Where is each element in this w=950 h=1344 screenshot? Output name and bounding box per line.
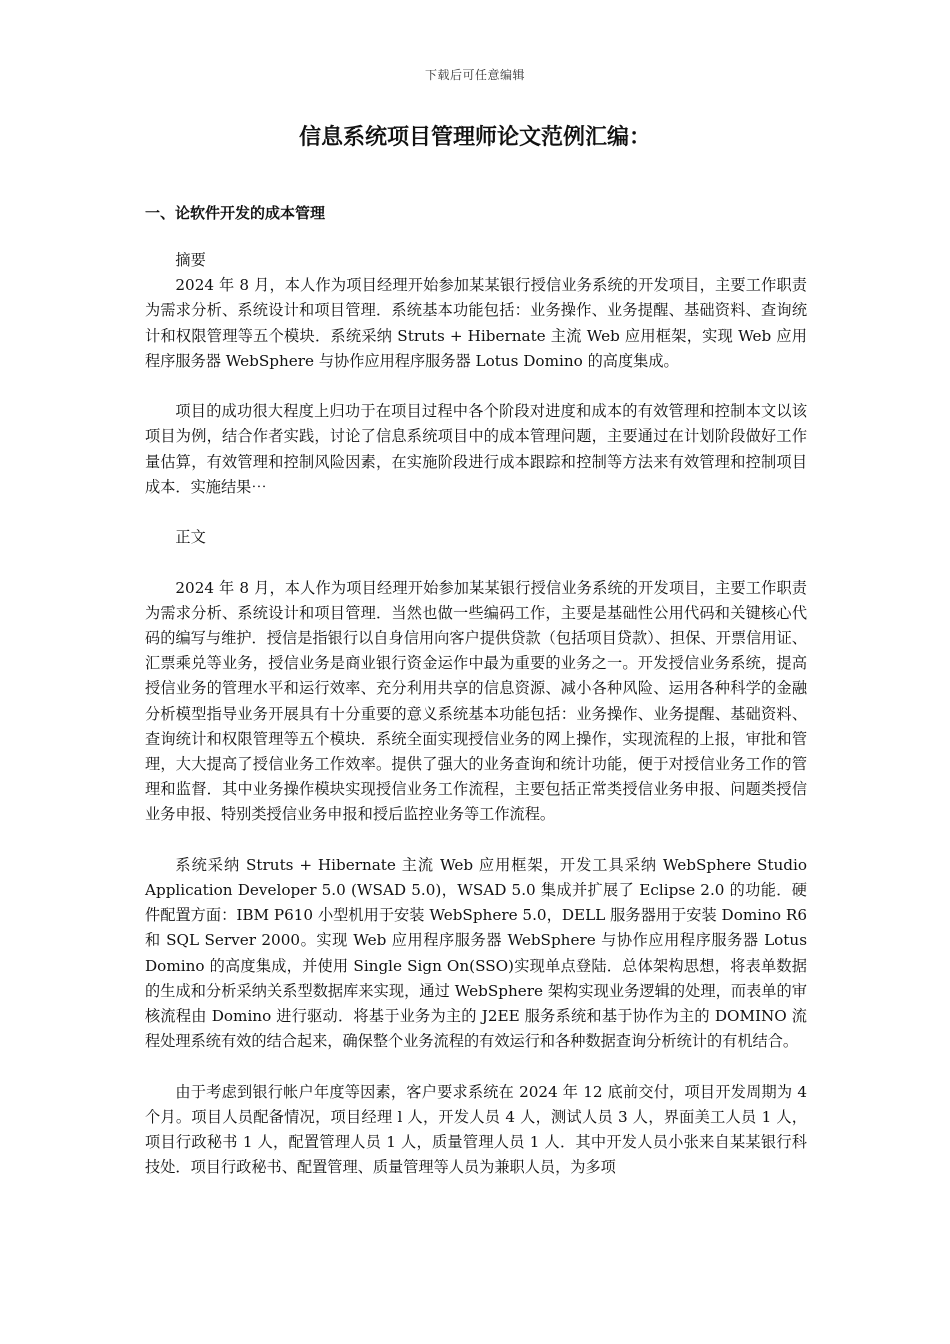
body-paragraph: 2024 年 8 月，本人作为项目经理开始参加某某银行授信业务系统的开发项目，主要工作职责为需求分析、系统设计和项目管理．当然也做一些编码工作，主要是基础性公用代码和关键核心代码的编写与维护．授信是指银行以自身信用向客户提供贷款（包括项目贷款）、担保、开票信用证、汇票乘兑等业务，授信业务是商业银行资金运作中最为重要的业务之一。开发授信业务系统，提高授信业务的管理水平和运行效率、充分利用共享的信息资源、减小各种风险、运用各种科学的金融分析模型指导业务开展具有十分重要的意义系统基本功能包括：业务操作、业务提醒、基础资料、查询统计和权限管理等五个模块．系统全面实现授信业务的网上操作，实现流程的上报，审批和管理，大大提高了授信业务工作效率。提供了强大的业务查询和统计功能，便于对授信业务工作的管理和监督．其中业务操作模块实现授信业务工作流程，主要包括正常类授信业务申报、问题类授信业务申报、特别类授信业务申报和授后监控业务等工作流程。	[145, 578, 807, 824]
document-title: 信息系统项目管理师论文范例汇编：	[298, 124, 651, 150]
header-note: 下载后可任意编辑	[424, 68, 525, 82]
abstract-paragraph: 2024 年 8 月，本人作为项目经理开始参加某某银行授信业务系统的开发项目，主要工作职责为需求分析、系统设计和项目管理．系统基本功能包括：业务操作、业务提醒、基础资料、查询统计和权限管理等五个模块．系统采纳 Struts + Hibernate 主流 Web 应用框架，实现 Web 应用程序服务器 WebSphere 与协作应用程序服务器 Lotus Domino 的高度集成。	[145, 276, 807, 370]
body-paragraph: 系统采纳 Struts + Hibernate 主流 Web 应用框架，开发工具采纳 WebSphere Studio Application Developer 5.0 (WSAD 5.0)，WSAD 5.0 集成并扩展了 Eclipse 2.0 的功能．硬件配置方面：IBM P610 小型机用于安装 WebSphere 5.0，DELL 服务器用于安装 Domino R6 和 SQL Server 2000。实现 Web 应用程序服务器 WebSphere 与协作应用程序服务器 Lotus Domino 的高度集成，并使用 Single Sign On(SSO)实现单点登陆．总体架构思想，将表单数据的生成和分析采纳关系型数据库来实现，通过 WebSphere 架构实现业务逻辑的处理，而表单的审核流程由 Domino 进行驱动．将基于业务为主的 J2EE 服务系统和基于协作为主的 DOMINO 流程处理系统有效的结合起来，确保整个业务流程的有效运行和各种数据查询分析统计的有机结合。	[145, 855, 807, 1051]
body-paragraph: 由于考虑到银行帐户年度等因素，客户要求系统在 2024 年 12 底前交付，项目开发周期为 4 个月。项目人员配备情况，项目经理 l 人，开发人员 4 人，测试人员 3 人，界面美工人员 1 人，项目行政秘书 1 人，配置管理人员 1 人，质量管理人员 1 人．其中开发人员小张来自某某银行科技处．项目行政秘书、配置管理、质量管理等人员为兼职人员，为多项	[145, 1082, 807, 1177]
section-heading: 一、论软件开发的成本管理	[145, 204, 326, 222]
document-body	[145, 248, 807, 1180]
abstract-paragraph: 项目的成功很大程度上归功于在项目过程中各个阶段对进度和成本的有效管理和控制本文以该项目为例，结合作者实践，讨论了信息系统项目中的成本管理问题，主要通过在计划阶段做好工作量估算，有效管理和控制风险因素，在实施阶段进行成本跟踪和控制等方法来有效管理和控制项目成本．实施结果⋯	[145, 402, 807, 496]
abstract-label: 摘要	[175, 251, 206, 269]
body-label: 正文	[175, 528, 206, 547]
